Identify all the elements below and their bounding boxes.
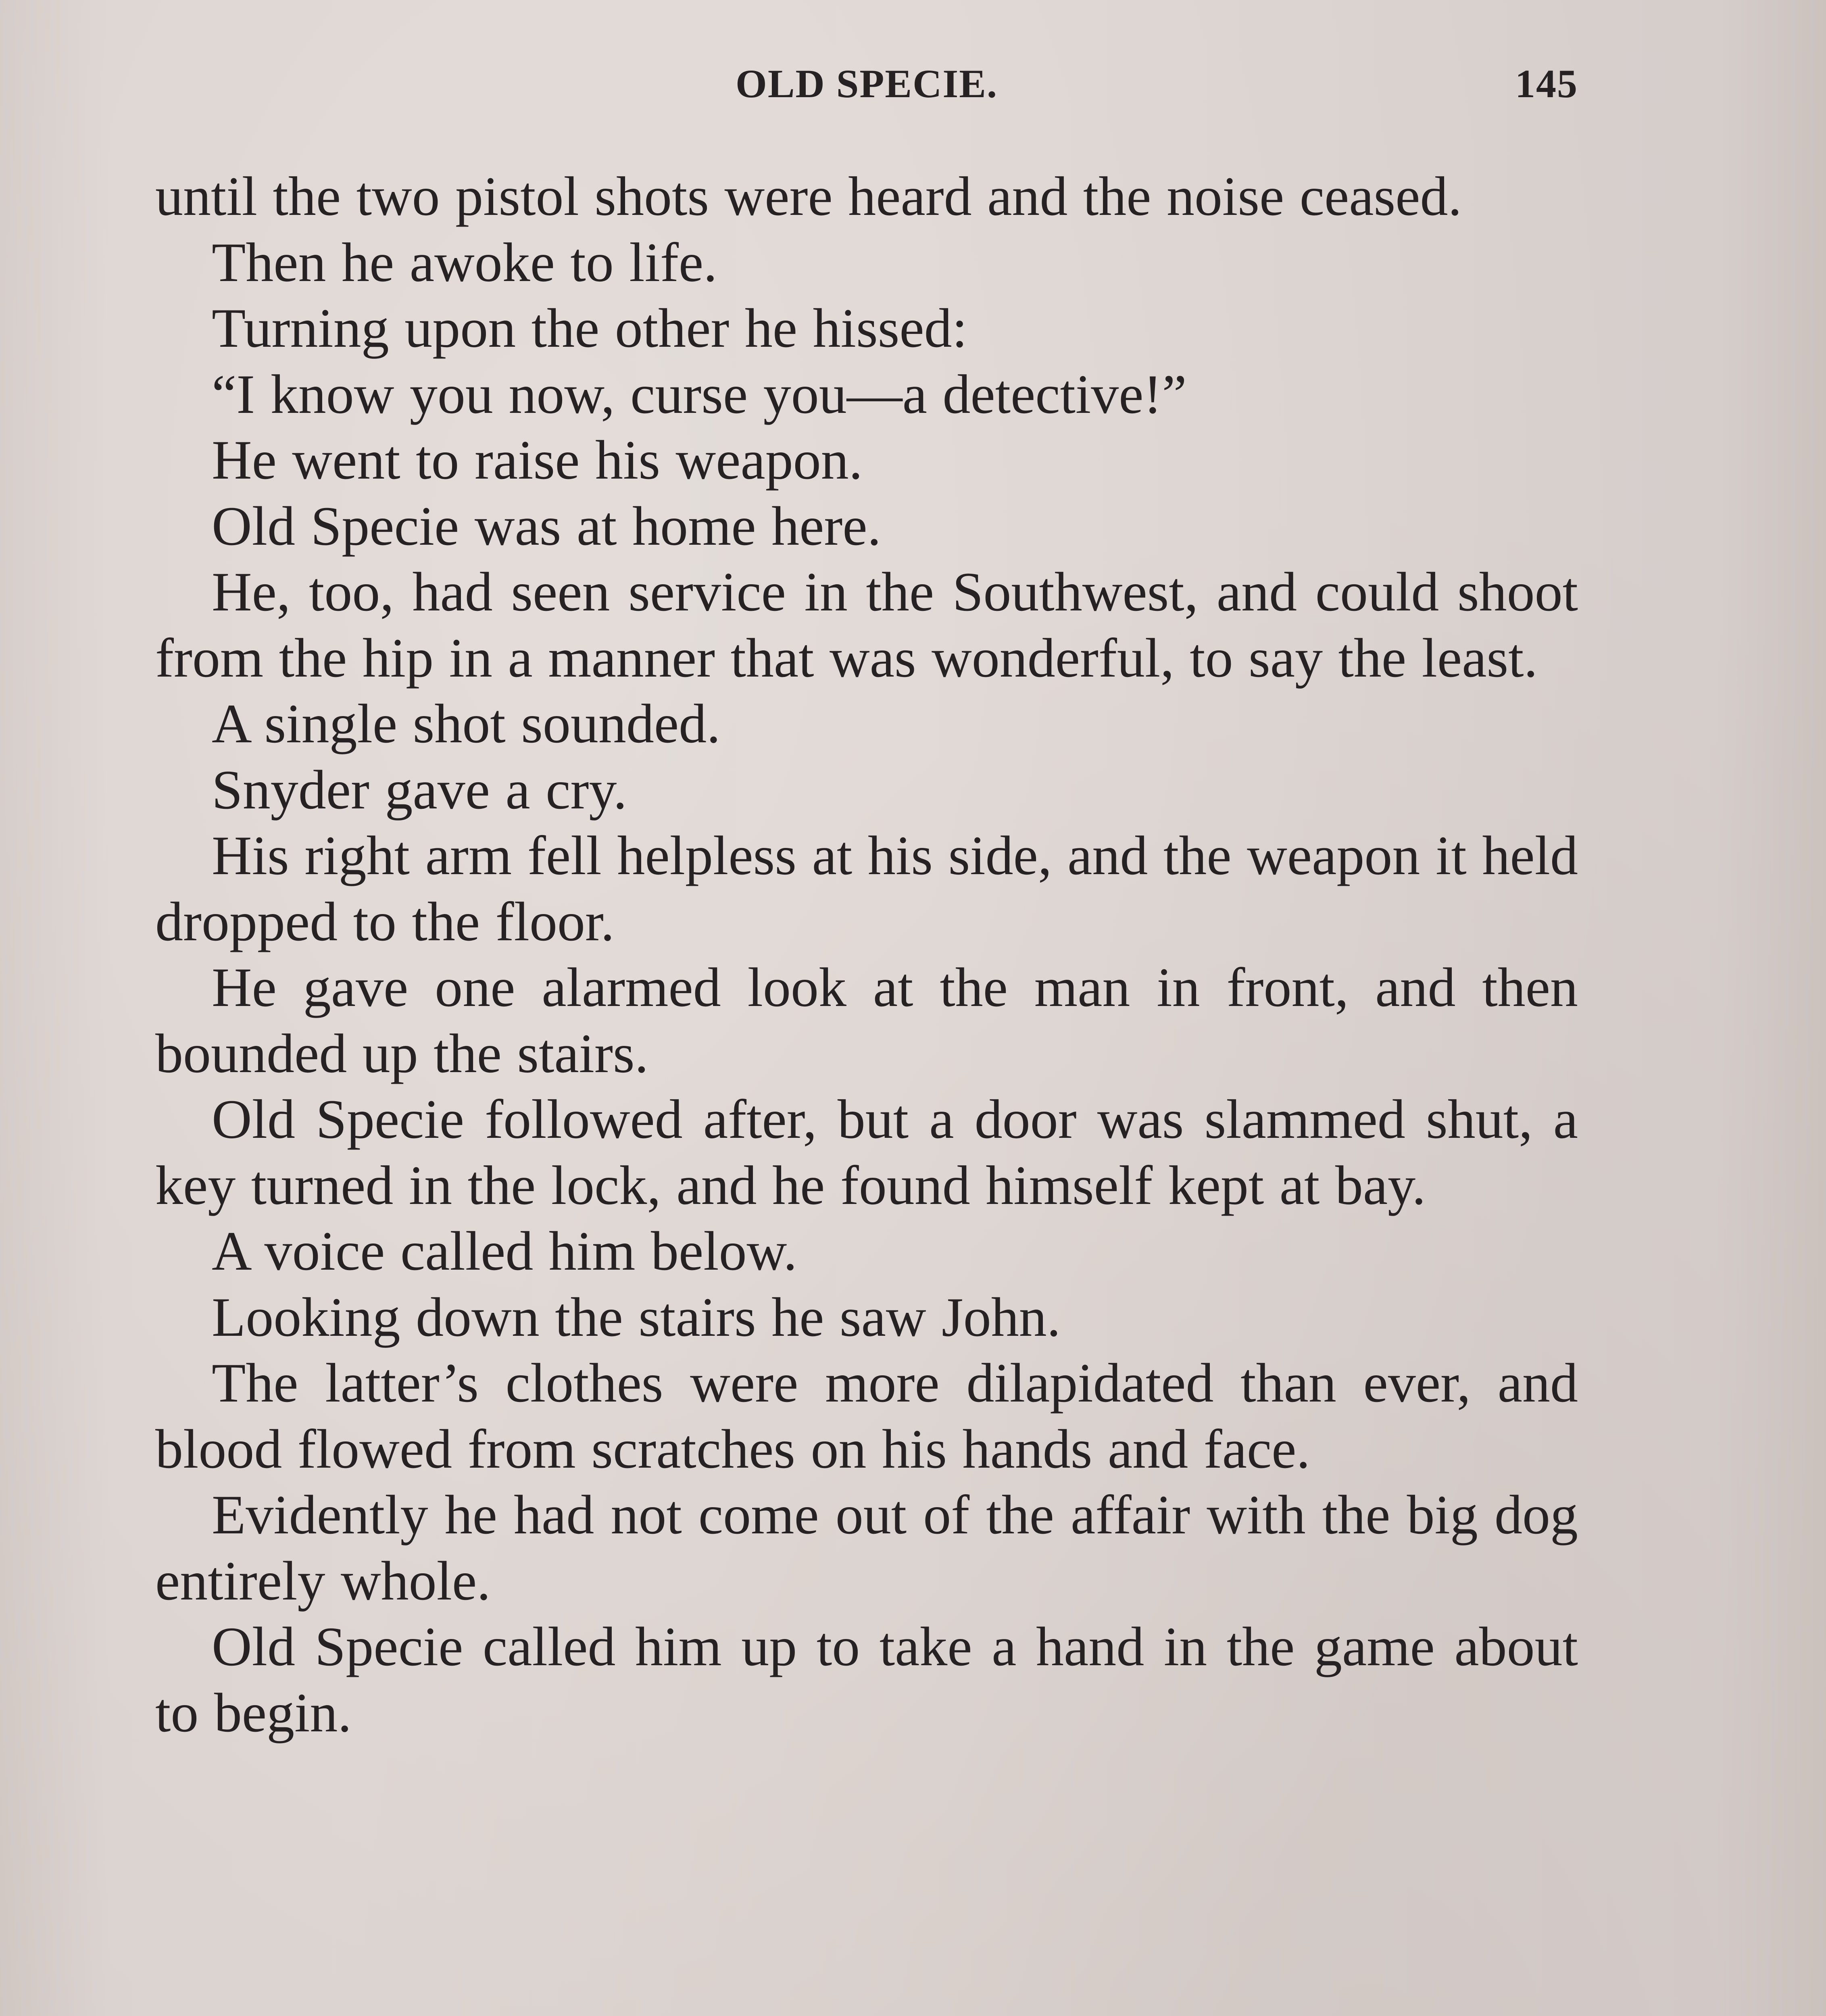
- paragraph: His right arm fell helpless at his side, and the weapon it held dropped to the floor.: [155, 825, 1578, 952]
- body-text: [155, 163, 1578, 1745]
- paragraph: He went to raise his weapon.: [212, 429, 863, 491]
- paragraph: He, too, had seen service in the Southwest, and could shoot from the hip in a manner that was wonderful, to say the least.: [155, 561, 1578, 689]
- paragraph: “I know you now, curse you—a detective!”: [212, 363, 1187, 425]
- paragraph: Snyder gave a cry.: [212, 758, 627, 821]
- paragraph: A single shot sounded.: [212, 693, 721, 754]
- paragraph: Old Specie followed after, but a door was slammed shut, a key turned in the lock, and he found himself kept at bay.: [155, 1088, 1578, 1216]
- paragraph: He gave one alarmed look at the man in front, and then bounded up the stairs.: [155, 956, 1578, 1084]
- paragraph: The latter’s clothes were more dilapidated than ever, and blood flowed from scratches on his hands and face.: [155, 1352, 1578, 1480]
- paragraph: Old Specie was at home here.: [212, 495, 882, 557]
- running-head: [155, 60, 1578, 109]
- paragraph: until the two pistol shots were heard and the noise ceased.: [155, 165, 1462, 227]
- paragraph: Then he awoke to life.: [212, 231, 717, 293]
- page-number: 145: [1515, 61, 1578, 106]
- paragraph: Evidently he had not come out of the affair with the big dog entirely whole.: [155, 1484, 1578, 1612]
- running-head-title: OLD SPECIE.: [736, 61, 998, 106]
- paragraph: Looking down the stairs he saw John.: [212, 1286, 1061, 1348]
- paragraph: A voice called him below.: [212, 1220, 797, 1282]
- paragraph: Old Specie called him up to take a hand in the game about to begin.: [155, 1616, 1578, 1743]
- paragraph: Turning upon the other he hissed:: [212, 297, 967, 359]
